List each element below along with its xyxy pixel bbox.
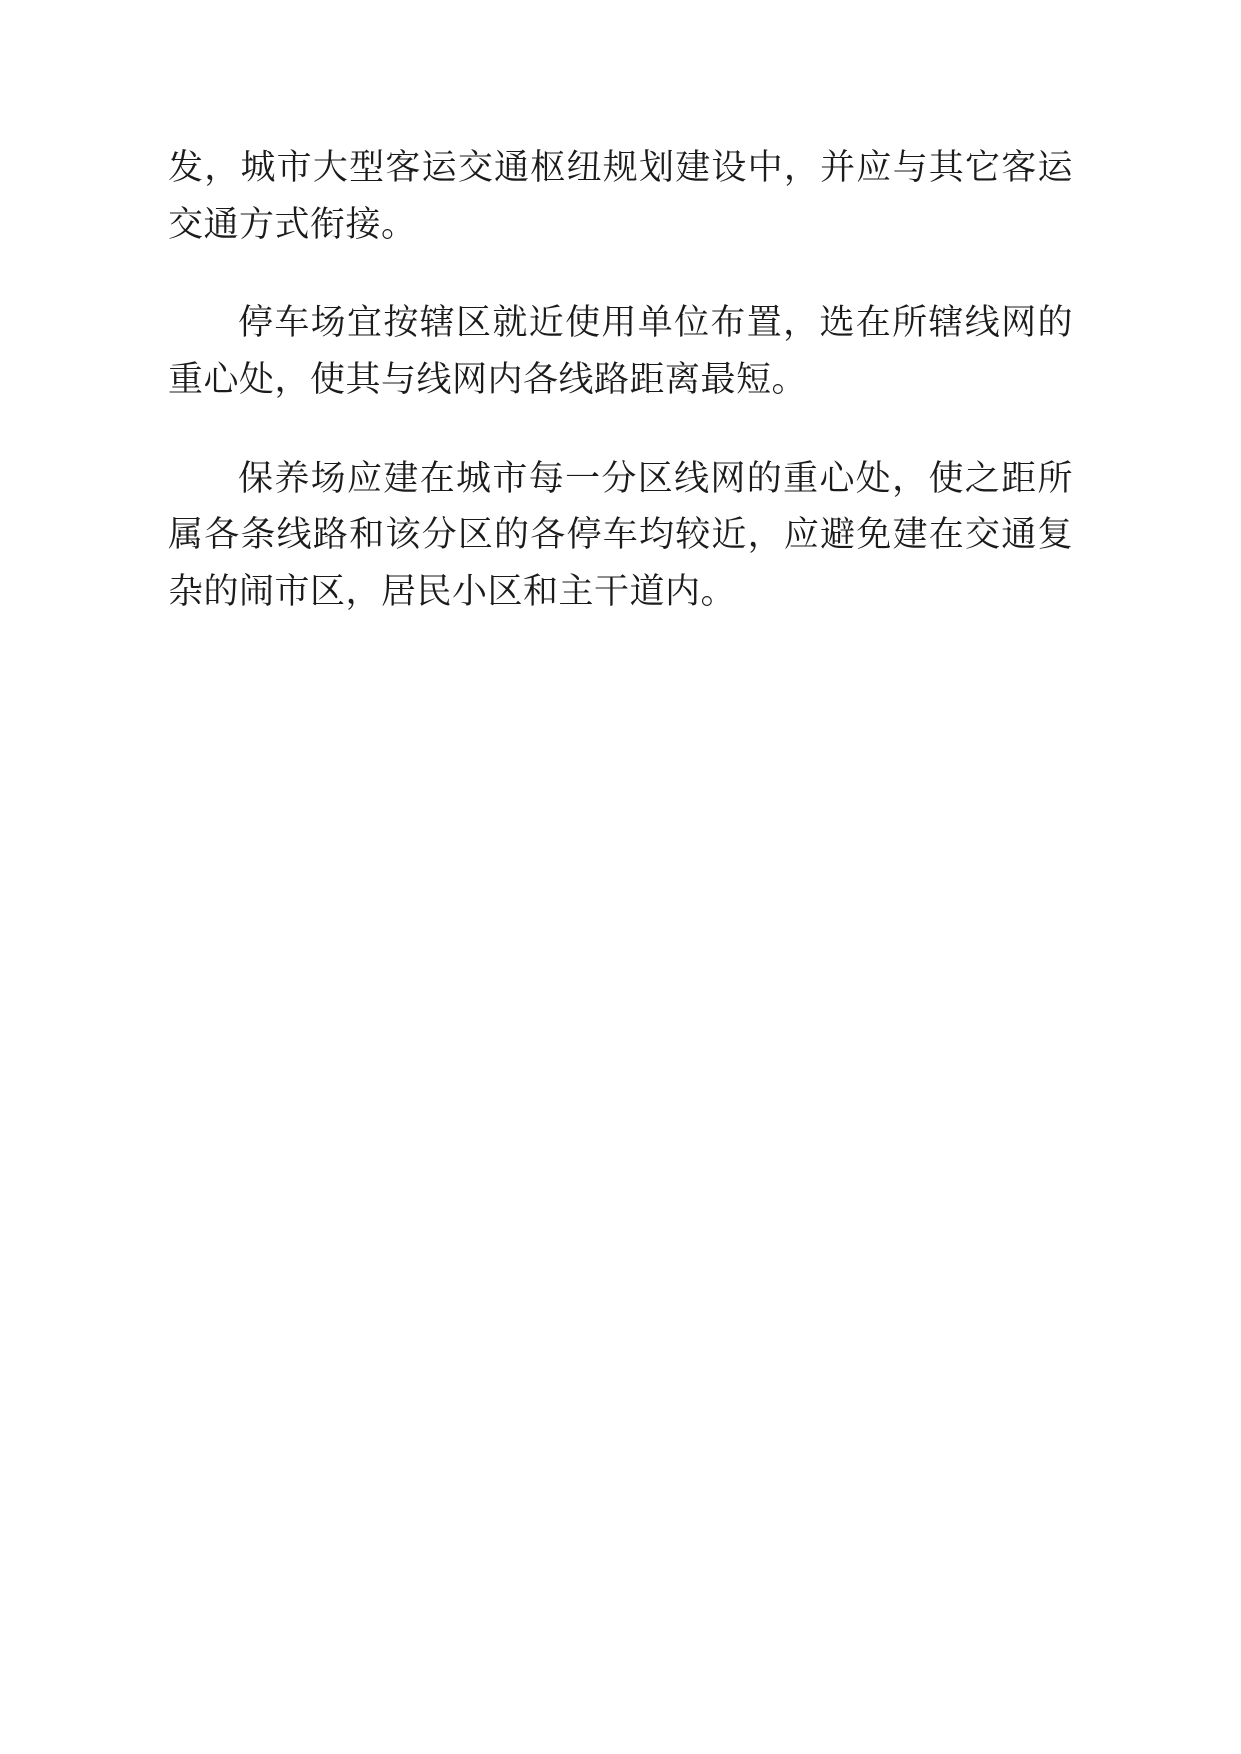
paragraph-1: 发，城市大型客运交通枢纽规划建设中，并应与其它客运交通方式衔接。: [168, 148, 1073, 244]
document-body: [168, 140, 1073, 621]
paragraph-3: 保养场应建在城市每一分区线网的重心处，使之距所属各条线路和该分区的各停车均较近，应避免建在交通复杂的闹市区，居民小区和主干道内。: [168, 458, 1073, 612]
paragraph-2: 停车场宜按辖区就近使用单位布置，选在所辖线网的重心处，使其与线网内各线路距离最短。: [168, 303, 1073, 400]
